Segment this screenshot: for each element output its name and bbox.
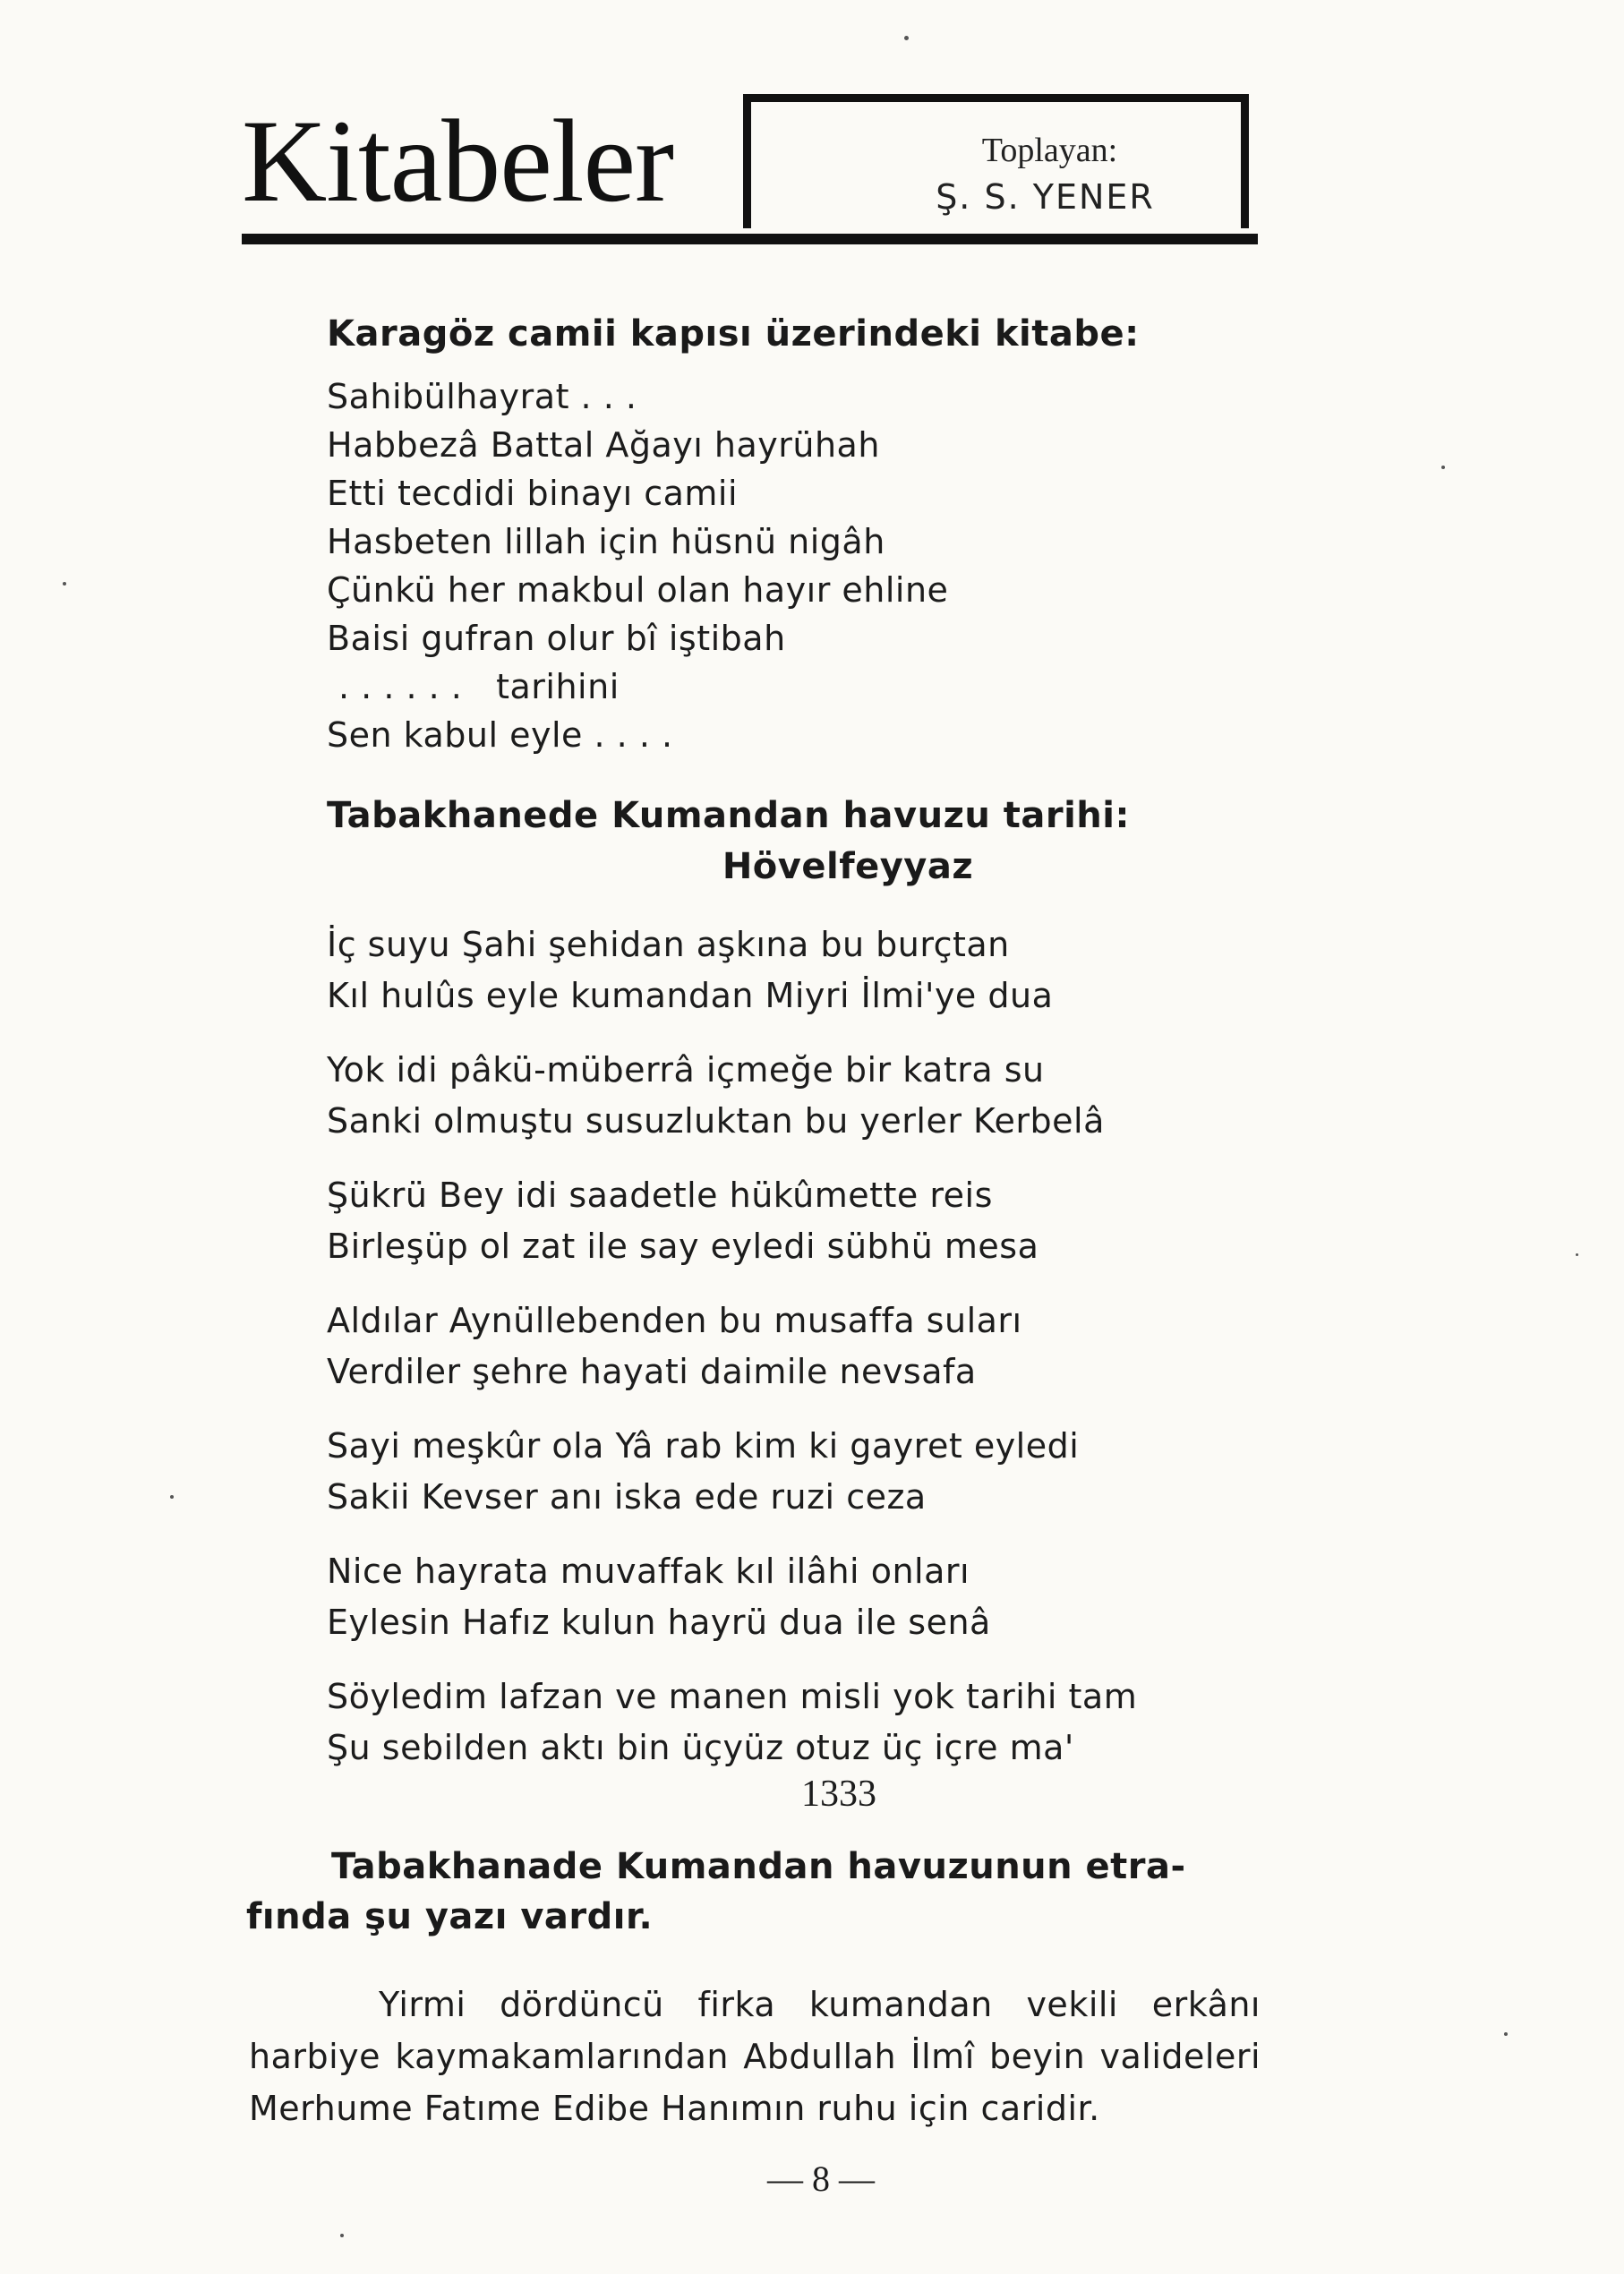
verse-line: İç suyu Şahi şehidan aşkına bu burçtan (327, 925, 1010, 964)
verse-line: Nice hayrata muvaffak kıl ilâhi onları (327, 1552, 970, 1591)
verse-line: Aldılar Aynüllebenden bu musaffa suları (327, 1301, 1022, 1340)
verse-line: Söyledim lafzan ve manen misli yok tarihi tam (327, 1677, 1138, 1716)
verse-line: . . . . . . tarihini (338, 667, 620, 706)
section-heading-karagoz: Karagöz camii kapısı üzerindeki kitabe: (327, 313, 1140, 355)
scan-speck (170, 1495, 174, 1499)
compiler-name: Ş. S. YENER (936, 177, 1155, 217)
publication-title: Kitabeler (242, 95, 674, 227)
verse-line: Sayi meşkûr ola Yâ rab kim ki gayret eyledi (327, 1426, 1080, 1466)
inscription-paragraph: Yirmi dördüncü firka kumandan vekili erkânı harbiye kaymakamlarından Abdullah İlmî beyin valideleri Merhume Fatıme Edibe Hanımın ruhu için caridir. (249, 1985, 1261, 2128)
header-rule (242, 234, 1258, 244)
verse-line: Etti tecdidi binayı camii (327, 474, 739, 513)
section-heading-etrafinda: Tabakhanade Kumandan havuzunun etra- (331, 1846, 1186, 1887)
section-heading-etrafinda-cont: fında şu yazı vardır. (246, 1896, 654, 1937)
year-number: 1333 (801, 1774, 876, 1815)
scan-speck (1441, 466, 1445, 469)
compiler-box (743, 94, 1249, 228)
scan-speck (904, 36, 909, 40)
verse-line: Sen kabul eyle . . . . (327, 715, 673, 755)
verse-line: Sanki olmuştu susuzluktan bu yerler Kerbelâ (327, 1101, 1105, 1141)
verse-line: Eylesin Hafız kulun hayrü dua ile senâ (327, 1603, 991, 1642)
scan-speck (1576, 1253, 1578, 1256)
verse-line: Birleşüp ol zat ile say eyledi sübhü mesa (327, 1227, 1039, 1266)
verse-line: Verdiler şehre hayati daimile nevsafa (327, 1352, 977, 1391)
verse-line: Şükrü Bey idi saadetle hükûmette reis (327, 1175, 993, 1215)
verse-line: Baisi gufran olur bî iştibah (327, 619, 786, 658)
verse-line: Sahibülhayrat . . . (327, 377, 637, 416)
page-number: — 8 — (767, 2159, 875, 2199)
verse-line: Hasbeten lillah için hüsnü nigâh (327, 522, 885, 561)
verse-line: Sakii Kevser anı iska ede ruzi ceza (327, 1477, 927, 1517)
verse-line: Şu sebilden aktı bin üçyüz otuz üç içre ma' (327, 1728, 1074, 1767)
scan-speck (63, 582, 66, 586)
verse-line: Çünkü her makbul olan hayır ehline (327, 570, 949, 610)
compiler-label: Toplayan: (981, 132, 1118, 169)
scan-speck (1504, 2032, 1508, 2036)
scan-speck (340, 2234, 344, 2237)
section-heading-havuz: Tabakhanede Kumandan havuzu tarihi: (327, 795, 1130, 836)
section-subheading: Hövelfeyyaz (722, 846, 974, 887)
verse-line: Habbezâ Battal Ağayı hayrühah (327, 425, 880, 465)
page-header (242, 85, 1258, 255)
verse-line: Kıl hulûs eyle kumandan Miyri İlmi'ye dua (327, 976, 1054, 1015)
verse-line: Yok idi pâkü-müberrâ içmeğe bir katra su (327, 1050, 1045, 1090)
